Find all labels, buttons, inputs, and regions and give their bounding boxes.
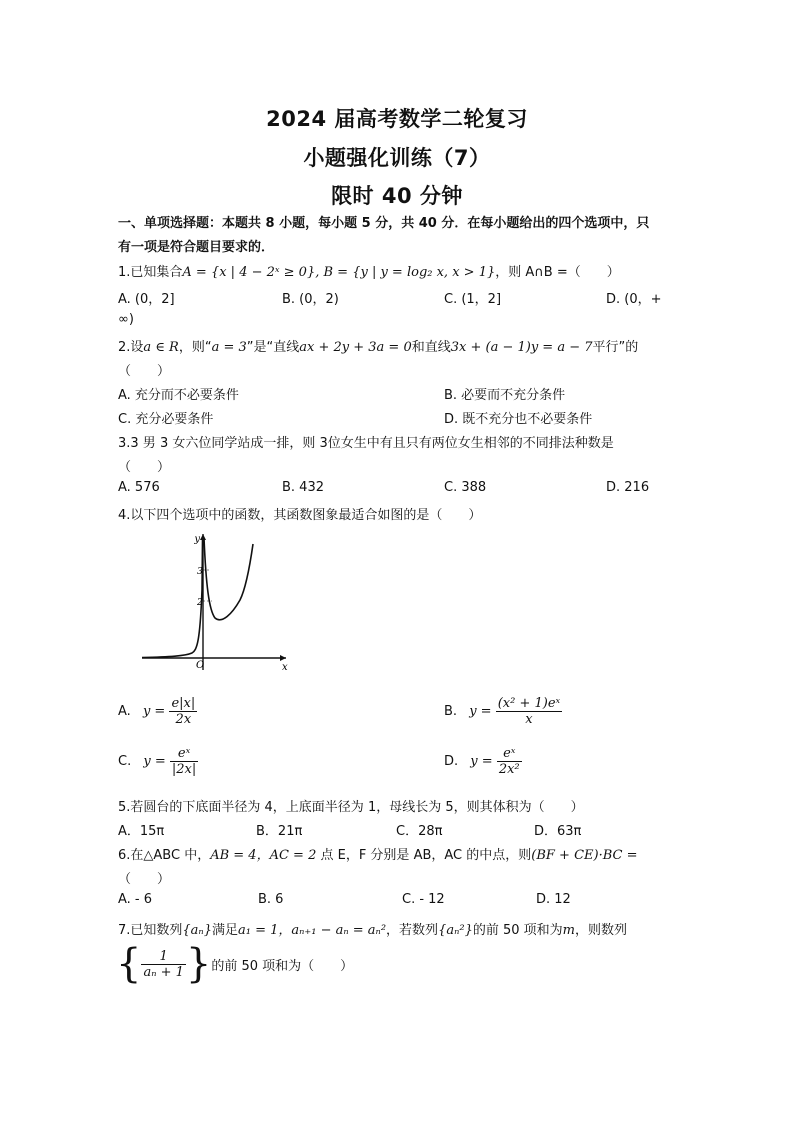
- q7-tail: 的前 50 项和为（ ）: [211, 958, 354, 974]
- q6-option-c[interactable]: C. - 12: [402, 892, 445, 907]
- q4-a-label: A.: [118, 704, 131, 719]
- q2-line2: 3x + (a − 1)y = a − 7: [450, 340, 593, 355]
- q4-option-c[interactable]: [118, 746, 198, 777]
- x-axis-label: x: [282, 662, 288, 673]
- q6-option-a[interactable]: A. - 6: [118, 892, 153, 907]
- q2-option-d[interactable]: D. 既不充分也不必要条件: [444, 412, 593, 427]
- q7-frac-num: 1: [159, 948, 168, 964]
- q1-option-c[interactable]: C. (1，2]: [444, 292, 502, 307]
- origin-label: O: [196, 660, 205, 671]
- curve-right-branch: [204, 538, 253, 620]
- q4-d-den: 2x²: [498, 762, 520, 777]
- question-4: 4.以下四个选项中的函数，其函数图象最适合如图的是（ ）: [118, 508, 482, 523]
- q4-c-fraction: [170, 746, 198, 777]
- q2-option-b[interactable]: B. 必要而不充分条件: [444, 388, 566, 403]
- q4-b-den: x: [496, 711, 562, 727]
- q6-option-b[interactable]: B. 6: [258, 892, 284, 907]
- tick-3-label: 3: [197, 567, 203, 577]
- q4-a-lhs: y =: [142, 704, 166, 719]
- q2-mid2: ”是“直线: [246, 340, 300, 355]
- q7-a1: a₁ = 1: [237, 923, 279, 938]
- q7-frac-den: aₙ + 1: [143, 964, 184, 980]
- q7-mid3: 的前 50 项和为: [472, 923, 563, 938]
- q7-seq: {aₙ}: [182, 923, 212, 938]
- right-brace: }: [185, 941, 212, 987]
- question-6: [118, 844, 637, 863]
- q7-fraction: [141, 949, 185, 980]
- q2-paren: （ ）: [118, 364, 171, 379]
- page-subtitle: 小题强化训练（7）: [303, 146, 491, 170]
- q1-option-d[interactable]: D. (0，+: [606, 292, 662, 307]
- q6-cond: AB = 4，AC = 2: [210, 848, 317, 863]
- q6-option-d[interactable]: D. 12: [536, 892, 571, 907]
- q4-d-lhs: y =: [470, 754, 493, 769]
- q4-option-a[interactable]: [118, 696, 197, 727]
- q7-suffix: ，则数列: [574, 923, 627, 938]
- q7-m: m: [562, 923, 575, 938]
- q4-b-lhs: y =: [469, 704, 492, 719]
- tick-2-label: 2: [197, 598, 203, 608]
- page-title: 2024 届高考数学二轮复习: [266, 107, 528, 131]
- q4-d-fraction: [497, 746, 522, 777]
- q2-cond1: a ∈ R: [143, 340, 179, 355]
- q6-expr: (BF + CE)·BC =: [531, 848, 638, 863]
- q4-a-fraction: [169, 696, 197, 727]
- q4-option-b[interactable]: [444, 696, 562, 727]
- q1-option-b[interactable]: B. (0，2): [282, 292, 339, 307]
- q2-suffix: 平行”的: [592, 340, 639, 355]
- q4-a-num: e|x|: [171, 696, 196, 711]
- question-5: 5.若圆台的下底面半径为 4，上底面半径为 1，母线长为 5，则其体积为（ ）: [118, 800, 584, 815]
- question-7: [118, 919, 627, 938]
- q2-cond2: a = 3: [211, 340, 247, 355]
- q3-option-c[interactable]: C. 388: [444, 480, 487, 495]
- q4-option-d[interactable]: [444, 746, 522, 777]
- question-1: [118, 261, 620, 280]
- x-axis-arrow-icon: [280, 655, 286, 661]
- q1-option-a[interactable]: A. (0，2]: [118, 292, 175, 307]
- q7-mid2: ，若数列: [386, 923, 439, 938]
- function-graph: [140, 530, 290, 675]
- q1-set-b: , B = {y | y = log₂ x, x > 1}: [315, 265, 496, 280]
- y-axis-label: y: [194, 534, 200, 545]
- q4-c-lhs: y =: [143, 754, 166, 769]
- q4-b-num: (x² + 1)eˣ: [497, 696, 561, 711]
- q4-d-label: D.: [444, 754, 459, 769]
- q2-line1: ax + 2y + 3a = 0: [299, 340, 412, 355]
- q1-option-d-wrap: ∞): [118, 312, 134, 327]
- q4-c-num: eˣ: [177, 746, 191, 761]
- q7-recurrence: ，aₙ₊₁ − aₙ = aₙ²: [278, 923, 387, 938]
- q5-option-c[interactable]: C．28π: [396, 824, 443, 839]
- q2-mid3: 和直线: [411, 340, 451, 355]
- q5-option-b[interactable]: B．21π: [256, 824, 303, 839]
- q2-option-a[interactable]: A. 充分而不必要条件: [118, 388, 239, 403]
- q2-mid1: ，则“: [178, 340, 212, 355]
- q1-suffix: ，则 A∩B =（ ）: [495, 265, 620, 280]
- q6-prefix: 6.在△ABC 中，: [118, 848, 211, 863]
- q6-mid: 点 E，F 分别是 AB，AC 的中点，则: [316, 848, 532, 863]
- q6-paren: （ ）: [118, 872, 171, 887]
- time-limit: 限时 40 分钟: [331, 184, 463, 208]
- q3-paren: （ ）: [118, 460, 171, 475]
- left-brace: {: [116, 941, 142, 987]
- q7-line2: [116, 941, 354, 987]
- q7-prefix: 7.已知数列: [118, 923, 183, 938]
- section-heading-line1: 一、单项选择题：本题共 8 小题，每小题 5 分，共 40 分．在每小题给出的四个选项中，只: [118, 216, 650, 231]
- question-2: [118, 336, 638, 355]
- q1-prefix: 1.已知集合: [118, 265, 183, 280]
- q3-option-b[interactable]: B. 432: [282, 480, 324, 495]
- q5-option-a[interactable]: A．15π: [118, 824, 165, 839]
- q4-b-label: B.: [444, 704, 458, 719]
- q5-option-d[interactable]: D．63π: [534, 824, 582, 839]
- section-heading-line2: 有一项是符合题目要求的．: [118, 240, 275, 255]
- question-3: 3.3 男 3 女六位同学站成一排，则 3位女生中有且只有两位女生相邻的不同排法种数是: [118, 436, 614, 451]
- q2-prefix: 2.设: [118, 340, 144, 355]
- q4-d-num: eˣ: [503, 746, 516, 761]
- q4-b-fraction: [496, 696, 562, 727]
- q3-option-a[interactable]: A. 576: [118, 480, 160, 495]
- y-axis-arrow-icon: [200, 534, 206, 540]
- q4-a-den: 2x: [169, 711, 197, 727]
- curve-left-branch: [142, 540, 203, 658]
- q4-c-label: C.: [118, 754, 132, 769]
- q7-seq2: {aₙ²}: [438, 923, 473, 938]
- q4-c-den: |2x|: [171, 762, 197, 777]
- q3-option-d[interactable]: D. 216: [606, 480, 650, 495]
- q7-mid1: 满足: [211, 923, 238, 938]
- q1-set-a: A = {x | 4 − 2ˣ ≥ 0}: [182, 265, 316, 280]
- q2-option-c[interactable]: C. 充分必要条件: [118, 412, 214, 427]
